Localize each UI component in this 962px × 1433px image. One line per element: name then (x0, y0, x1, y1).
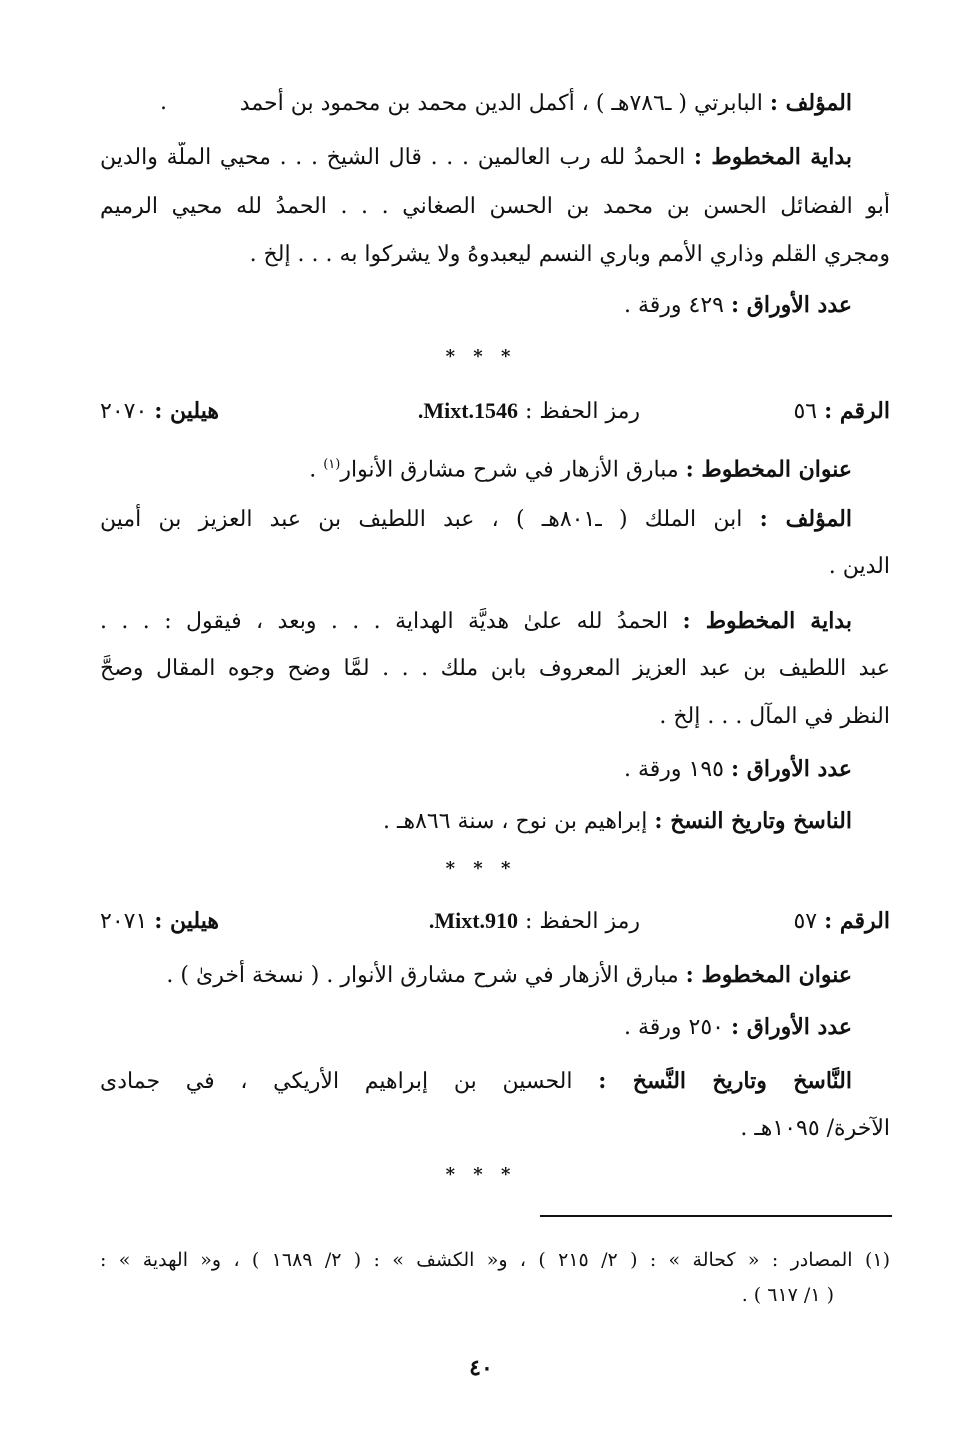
entry56-id-row (100, 396, 890, 426)
separator-stars: * * * (445, 1164, 517, 1185)
entry56-beginning-line3 (100, 702, 890, 732)
copyist-value-2: الآخرة/ ١٠٩٥هـ . (740, 1116, 890, 1141)
footnote-line2 (100, 1280, 834, 1310)
folios-label: عدد الأوراق : (731, 756, 852, 782)
separator-stars: * * * (445, 346, 517, 367)
number-field: الرقم : ٥٧ (793, 908, 890, 934)
entry55-author-line-end: . (160, 90, 167, 115)
footnote-text-2: ( ١/ ٦١٧ ) . (741, 1284, 834, 1306)
entry57-id-row (100, 906, 890, 936)
copyist-label: النَّاسخ وتاريخ النَّسخ : (598, 1068, 852, 1094)
entry56-author-line2: الدين . (828, 554, 890, 579)
copyist-value-1: الحسين بن إبراهيم الأريكي ، في جمادى (100, 1069, 573, 1094)
entry56-beginning-line1 (100, 606, 852, 637)
entry56-author-line1 (100, 504, 852, 535)
entry56-beginning-line2 (100, 654, 890, 684)
footnote-line1 (100, 1245, 890, 1275)
beginning-label: بداية المخطوط : (693, 144, 852, 170)
folios-value: ١٩٥ ورقة . (624, 757, 724, 782)
beginning-label: بداية المخطوط : (682, 608, 852, 634)
beginning-text-3: النظر في المآل . . . إلخ . (659, 704, 890, 729)
page-number: ٤٠ (469, 1355, 493, 1381)
separator-stars: * * * (445, 858, 517, 879)
title-value: مبارق الأزهار في شرح مشارق الأنوار . ( نسخة أخرىٰ ) . (166, 963, 679, 988)
folios-value: ٢٥٠ ورقة . (624, 1015, 724, 1040)
entry57-title-line (100, 960, 852, 991)
helen-field: هيلين : ٢٠٧١ (100, 908, 219, 934)
title-label: عنوان المخطوط : (685, 456, 852, 483)
copyist-label: الناسخ وتاريخ النسخ : (654, 808, 852, 834)
beginning-text-2: عبد اللطيف بن عبد العزيز المعروف بابن ملك . . . لمَّا وضح وجوه المقال وصحَّ (100, 656, 890, 681)
footnote-marker: (١) (864, 1249, 890, 1271)
entry55-author-line (100, 88, 852, 119)
entry57-folios-line (100, 1012, 852, 1043)
footnote-text-1: المصادر : « كحالة » : ( ٢/ ٢١٥ ) ، و« الكشف » : ( ٢/ ١٦٨٩ ) ، و« الهدية » : (100, 1249, 853, 1271)
copyist-value: إبراهيم بن نوح ، سنة ٨٦٦هـ . (383, 809, 648, 834)
beginning-text-2: أبو الفضائل الحسن بن محمد بن الحسن الصغاني . . . الحمدُ لله محيي الرميم (100, 194, 890, 219)
entry56-title-line: عنوان المخطوط : مبارق الأزهار في شرح مشارق الأنوار$^{(١)}$ . (309, 456, 852, 483)
title-value: مبارق الأزهار في شرح مشارق الأنوار (340, 457, 679, 483)
entry56-folios-line (100, 754, 852, 785)
shelfmark-field: رمز الحفظ : Mixt.1546. (417, 398, 640, 424)
author-value: البابرتي ( ـ٧٨٦هـ ) ، أكمل الدين محمد بن محمود بن أحمد (239, 91, 763, 116)
author-label: المؤلف : (759, 506, 852, 532)
author-value: ابن الملك ( ـ٨٠١هـ ) ، عبد اللطيف بن عبد العزيز بن أمين (100, 507, 743, 532)
folios-value: ٤٢٩ ورقة . (624, 293, 724, 318)
number-field: الرقم : ٥٦ (793, 398, 890, 424)
entry55-beginning-line2 (100, 192, 890, 222)
entry55-beginning-line3 (100, 240, 890, 270)
beginning-text-3: ومجري القلم وذاري الأمم وباري النسم ليعبدوهُ ولا يشركوا به . . . إلخ . (249, 242, 890, 267)
entry55-folios-line (100, 290, 852, 321)
helen-field: هيلين : ٢٠٧٠ (100, 398, 219, 424)
entry57-copyist-line2 (100, 1114, 890, 1144)
entry56-copyist-line (100, 806, 852, 837)
beginning-text-1: الحمدُ لله علىٰ هديَّة الهداية . . . وبعد ، فيقول : . . . (100, 609, 669, 634)
folios-label: عدد الأوراق : (731, 292, 852, 318)
beginning-text-1: الحمدُ لله رب العالمين . . . قال الشيخ . . . محيي الملَّة والدين (100, 145, 686, 170)
footnote-divider (540, 1215, 892, 1217)
folios-label: عدد الأوراق : (731, 1014, 852, 1040)
footnote-ref: (١) (323, 457, 341, 472)
title-label: عنوان المخطوط : (685, 962, 852, 988)
author-label: المؤلف : (769, 90, 852, 116)
entry57-copyist-line1 (100, 1066, 852, 1097)
shelfmark-field: رمز الحفظ : Mixt.910. (428, 908, 640, 934)
entry55-beginning-line1 (100, 142, 852, 173)
